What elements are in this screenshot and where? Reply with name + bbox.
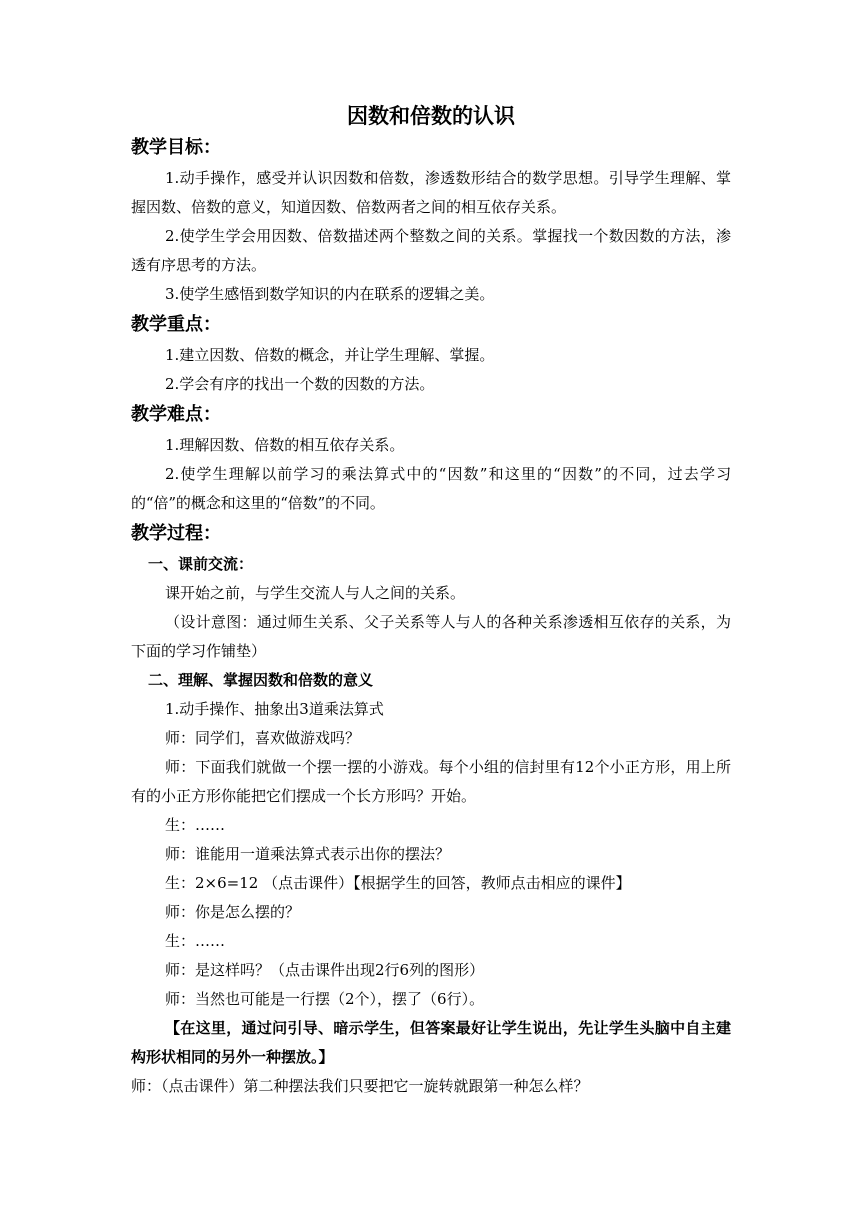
dialogue-line: 生：……	[165, 932, 226, 950]
process-line: 1.动手操作、抽象出3道乘法算式	[165, 700, 384, 718]
dialogue-line: 师：下面我们就做一个摆一摆的小游戏。每个小组的信封里有12个小正方形，用上所有的小正方形你能把它们摆成一个长方形吗？开始。	[131, 758, 731, 805]
objective-item: 1.动手操作，感受并认识因数和倍数，渗透数形结合的数学思想。引导学生理解、掌握因数、倍数的意义，知道因数、倍数两者之间的相互依存关系。	[131, 169, 731, 216]
dialogue-line: 师：是这样吗？（点击课件出现2行6列的图形）	[165, 961, 485, 979]
difficulty-item: 1.理解因数、倍数的相互依存关系。	[165, 436, 405, 454]
difficulties-heading: 教学难点：	[131, 404, 221, 425]
key-point-item: 1.建立因数、倍数的概念，并让学生理解、掌握。	[165, 346, 495, 364]
document-title: 因数和倍数的认识	[347, 104, 515, 128]
key-point-item: 2.学会有序的找出一个数的因数的方法。	[165, 375, 435, 393]
process-heading: 教学过程：	[131, 523, 221, 544]
process-line: 课开始之前，与学生交流人与人之间的关系。	[165, 584, 466, 602]
part2-title: 二、理解、掌握因数和倍数的意义	[148, 671, 374, 689]
dialogue-line: 生：……	[165, 816, 226, 834]
difficulty-item: 2.使学生理解以前学习的乘法算式中的“因数”和这里的“因数”的不同，过去学习的“倍”的概念和这里的“倍数”的不同。	[131, 465, 731, 512]
design-intent-note: （设计意图：通过师生关系、父子关系等人与人的各种关系渗透相互依存的关系，为下面的学习作铺垫）	[131, 613, 731, 660]
objective-item: 3.使学生感悟到数学知识的内在联系的逻辑之美。	[165, 285, 495, 303]
dialogue-line: 生：2×6=12 （点击课件）【根据学生的回答，教师点击相应的课件】	[165, 874, 631, 892]
objective-item: 2.使学生学会用因数、倍数描述两个整数之间的关系。掌握找一个数因数的方法，渗透有序思考的方法。	[131, 227, 731, 274]
dialogue-line: 师：你是怎么摆的？	[165, 903, 301, 921]
dialogue-line: 师：谁能用一道乘法算式表示出你的摆法？	[165, 845, 451, 863]
objectives-heading: 教学目标：	[131, 137, 221, 158]
dialogue-line: 师：（点击课件）第二种摆法我们只要把它一旋转就跟第一种怎么样？	[131, 1077, 589, 1095]
bold-teaching-note: 【在这里，通过问引导、暗示学生，但答案最好让学生说出，先让学生头脑中自主建构形状相同的另外一种摆放。】	[131, 1019, 731, 1066]
dialogue-line: 师：当然也可能是一行摆（2个），摆了（6行）。	[165, 990, 485, 1008]
part1-title: 一、课前交流：	[148, 555, 254, 573]
dialogue-line: 师：同学们，喜欢做游戏吗？	[165, 729, 361, 747]
document-body	[131, 100, 731, 1101]
key-points-heading: 教学重点：	[131, 314, 221, 335]
